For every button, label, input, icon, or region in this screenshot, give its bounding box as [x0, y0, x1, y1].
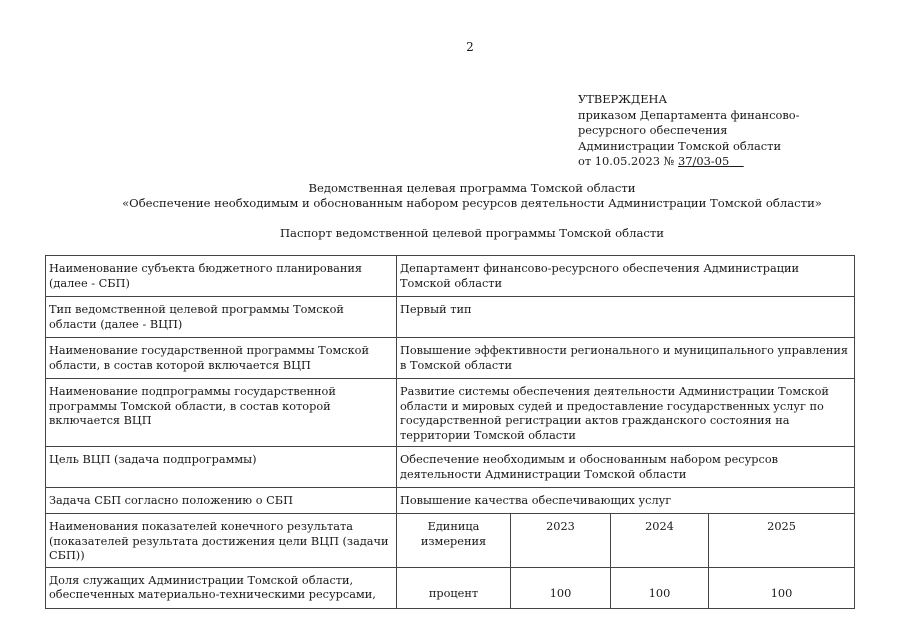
- row-label: Задача СБП согласно положению о СБП: [46, 488, 397, 514]
- row-label: Наименование субъекта бюджетного планирования (далее - СБП): [46, 256, 397, 297]
- approval-block: [578, 92, 799, 170]
- row-value: Развитие системы обеспечения деятельности Администрации Томской области и мировых судей и предоставление государственных услуг по государственной регистрации актов гражданского состояния на территории Томской области: [397, 379, 855, 447]
- approval-line: приказом Департамента финансово-: [578, 107, 800, 122]
- row-label: Тип ведомственной целевой программы Томской области (далее - ВЦП): [46, 297, 397, 338]
- approval-line: ресурсного обеспечения: [578, 123, 728, 137]
- approval-line: Администрации Томской области: [578, 138, 782, 153]
- indicator-value: 100: [611, 567, 709, 608]
- indicator-row: [46, 567, 855, 608]
- row-value: Повышение качества обеспечивающих услуг: [397, 488, 855, 514]
- passport-title: Паспорт ведомственной целевой программы Томской области: [279, 226, 665, 240]
- passport-table: [45, 255, 855, 609]
- table-row: [46, 447, 855, 488]
- row-value: Департамент финансово-ресурсного обеспечения Администрации Томской области: [397, 256, 855, 297]
- approval-order-number: 37/03-05: [678, 154, 730, 168]
- table-row: [46, 256, 855, 297]
- program-name: «Обеспечение необходимым и обоснованным набором ресурсов деятельности Администрации Томской области»: [122, 196, 822, 210]
- approval-title: УТВЕРЖДЕНА: [578, 92, 668, 106]
- table-row: [46, 297, 855, 338]
- approval-date: от 10.05.2023: [578, 154, 660, 168]
- indicator-value: 100: [511, 567, 611, 608]
- page-number: 2: [466, 40, 474, 54]
- row-label: Наименование государственной программы Томской области, в состав которой включается ВЦП: [46, 338, 397, 379]
- table-row: [46, 338, 855, 379]
- approval-number-sign: №: [663, 154, 675, 168]
- program-heading: Ведомственная целевая программа Томской области: [308, 181, 636, 195]
- year-header: 2023: [511, 514, 611, 568]
- row-label: Наименование подпрограммы государственной программы Томской области, в состав которой включается ВЦП: [46, 379, 397, 447]
- row-label: Цель ВЦП (задача подпрограммы): [46, 447, 397, 488]
- unit-header: Единица измерения: [397, 514, 511, 568]
- approval-date-line: [578, 154, 799, 170]
- indicator-unit: процент: [397, 567, 511, 608]
- row-value: Обеспечение необходимым и обоснованным набором ресурсов деятельности Администрации Томской области: [397, 447, 855, 488]
- row-value: Повышение эффективности регионального и муниципального управления в Томской области: [397, 338, 855, 379]
- table-row: [46, 488, 855, 514]
- indicator-label: Доля служащих Администрации Томской области, обеспеченных материально-техническими ресурсами,: [46, 567, 397, 608]
- year-header: 2024: [611, 514, 709, 568]
- indicators-header-label: Наименования показателей конечного результата (показателей результата достижения цели ВЦП (задачи СБП)): [46, 514, 397, 568]
- row-value: Первый тип: [397, 297, 855, 338]
- year-header: 2025: [709, 514, 855, 568]
- indicator-value: 100: [709, 567, 855, 608]
- indicators-header-row: [46, 514, 855, 568]
- table-row: [46, 379, 855, 447]
